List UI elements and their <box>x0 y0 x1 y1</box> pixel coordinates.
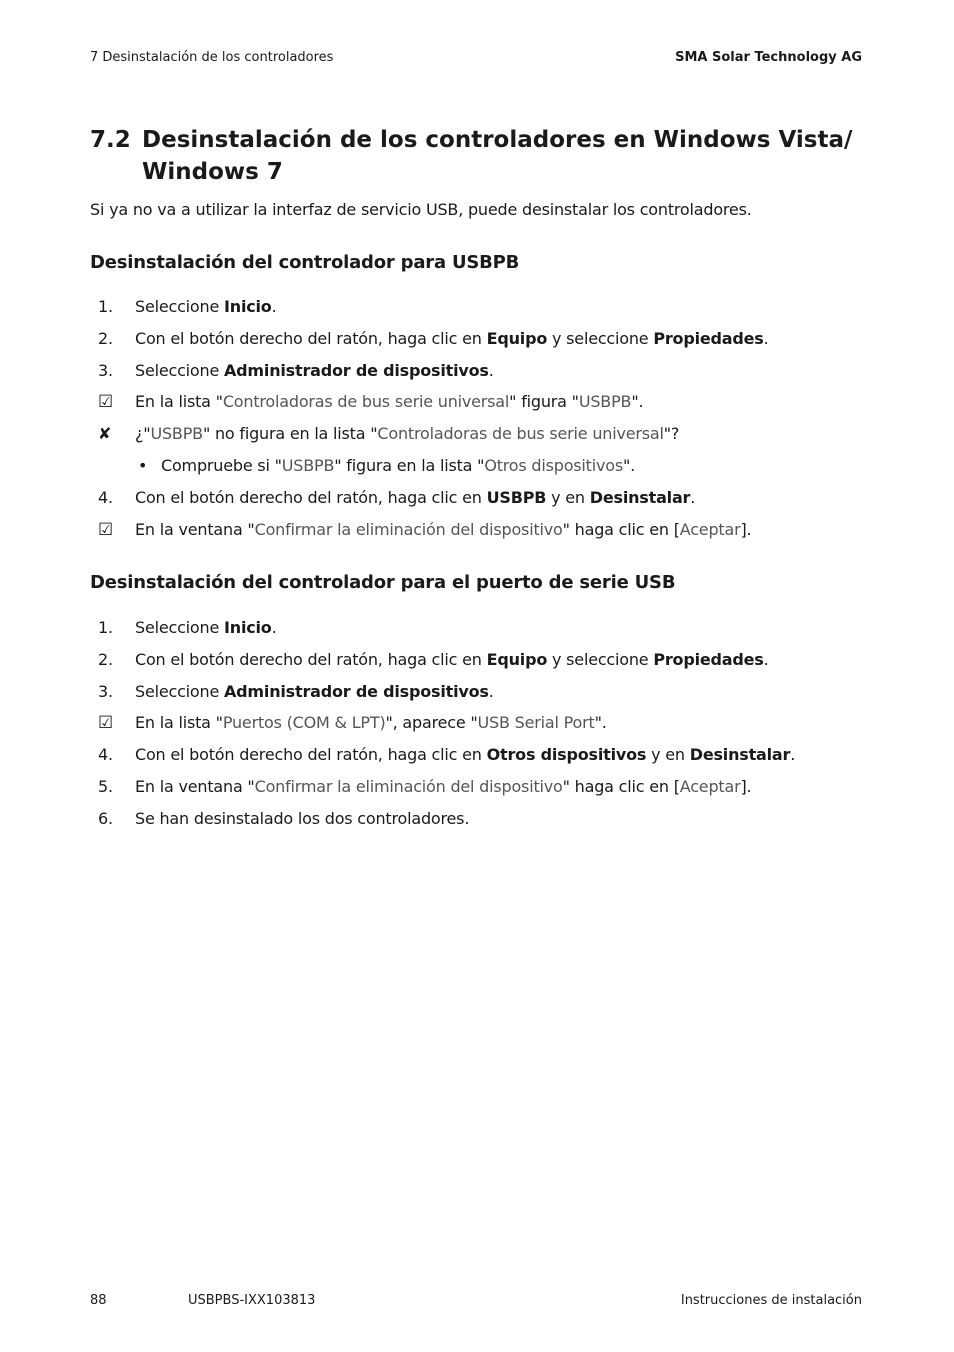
list-item: 3. Seleccione Administrador de dispositivos. <box>98 681 494 701</box>
ui-element-name: Confirmar la eliminación del dispositivo <box>254 519 563 539</box>
step-number: 6. <box>98 808 113 828</box>
running-header-chapter: 7 Desinstalación de los controladores <box>90 50 334 65</box>
ui-term: Inicio <box>224 618 272 637</box>
list-item: • Compruebe si "USBPB" figura en la lista "Otros dispositivos". <box>138 455 636 475</box>
document-type: Instrucciones de instalación <box>680 1293 862 1308</box>
step-number: 3. <box>98 360 113 380</box>
list-item: 5. En la ventana "Confirmar la eliminación del dispositivo" haga clic en [Aceptar]. <box>98 776 752 796</box>
checkbox-checked-icon: ☑ <box>98 392 114 413</box>
list-item: ☑ En la lista "Puertos (COM & LPT)", aparece "USB Serial Port". <box>98 713 607 734</box>
list-item: 4. Con el botón derecho del ratón, haga clic en USBPB y en Desinstalar. <box>98 487 696 507</box>
list-item: 1. Seleccione Inicio. <box>98 297 277 316</box>
ui-term: Otros dispositivos <box>486 745 647 765</box>
section-number: 7.2 <box>90 127 131 153</box>
ui-element-name: Controladoras de bus serie universal <box>377 424 664 444</box>
step-number: 3. <box>98 681 113 701</box>
checkbox-checked-icon: ☑ <box>98 519 114 540</box>
ui-term: Propiedades <box>653 649 764 669</box>
section-title-line2: Windows 7 <box>142 159 283 185</box>
ui-term: Desinstalar <box>589 487 691 507</box>
page-number: 88 <box>90 1293 107 1308</box>
step-number: 4. <box>98 487 113 507</box>
ui-element-name: USBPB <box>281 455 335 475</box>
running-header-company: SMA Solar Technology AG <box>675 50 862 65</box>
list-item: ✘ ¿"USBPB" no figura en la lista "Controladoras de bus serie universal"? <box>98 424 680 444</box>
list-item: 3. Seleccione Administrador de dispositivos. <box>98 360 494 380</box>
checkbox-checked-icon: ☑ <box>98 713 114 734</box>
intro-paragraph: Si ya no va a utilizar la interfaz de servicio USB, puede desinstalar los controladores. <box>90 200 752 219</box>
usbpb-steps <box>90 296 880 550</box>
step-number: 2. <box>98 649 113 669</box>
usbserial-steps <box>90 617 880 840</box>
ui-term: Administrador de dispositivos <box>224 360 489 380</box>
section-title <box>90 124 870 188</box>
step-number: 2. <box>98 328 113 348</box>
ui-term: Equipo <box>486 649 548 669</box>
ui-element-name: Controladoras de bus serie universal <box>222 392 510 412</box>
ui-element-name: Puertos (COM & LPT) <box>222 713 386 733</box>
ui-element-name: USBPB <box>150 424 203 444</box>
ui-element-name: USBPB <box>578 392 632 412</box>
list-item: ☑ En la lista "Controladoras de bus serie universal" figura "USBPB". <box>98 392 644 413</box>
step-number: 1. <box>98 297 113 316</box>
ui-term: Equipo <box>486 328 548 348</box>
step-number: 5. <box>98 776 113 796</box>
ui-element-name: Otros dispositivos <box>484 455 623 475</box>
step-number: 4. <box>98 745 113 765</box>
section-title-line1: Desinstalación de los controladores en Windows Vista/ <box>142 127 853 153</box>
usbserial-heading: Desinstalación del controlador para el puerto de serie USB <box>90 572 676 593</box>
list-item: 4. Con el botón derecho del ratón, haga clic en Otros dispositivos y en Desinstalar. <box>98 745 796 765</box>
usbpb-heading: Desinstalación del controlador para USBPB <box>90 252 520 273</box>
list-item: 1. Seleccione Inicio. <box>98 618 277 637</box>
ui-element-name: USB Serial Port <box>477 713 595 733</box>
ui-term: USBPB <box>486 487 547 507</box>
ui-term: Inicio <box>224 297 272 316</box>
cross-icon: ✘ <box>98 424 112 444</box>
ui-element-name: Confirmar la eliminación del dispositivo <box>254 776 563 796</box>
ui-term: Administrador de dispositivos <box>224 681 489 701</box>
list-item: 6. Se han desinstalado los dos controladores. <box>98 808 470 828</box>
ui-element-name: Aceptar <box>679 519 741 539</box>
step-number: 1. <box>98 618 113 637</box>
ui-element-name: Aceptar <box>679 776 741 796</box>
bullet-icon: • <box>138 455 148 475</box>
ui-term: Propiedades <box>653 328 764 348</box>
ui-term: Desinstalar <box>689 745 791 765</box>
document-code: USBPBS-IXX103813 <box>188 1293 316 1308</box>
list-item: 2. Con el botón derecho del ratón, haga clic en Equipo y seleccione Propiedades. <box>98 649 769 669</box>
list-item: ☑ En la ventana "Confirmar la eliminación del dispositivo" haga clic en [Aceptar]. <box>98 519 752 540</box>
list-item: 2. Con el botón derecho del ratón, haga clic en Equipo y seleccione Propiedades. <box>98 328 769 348</box>
